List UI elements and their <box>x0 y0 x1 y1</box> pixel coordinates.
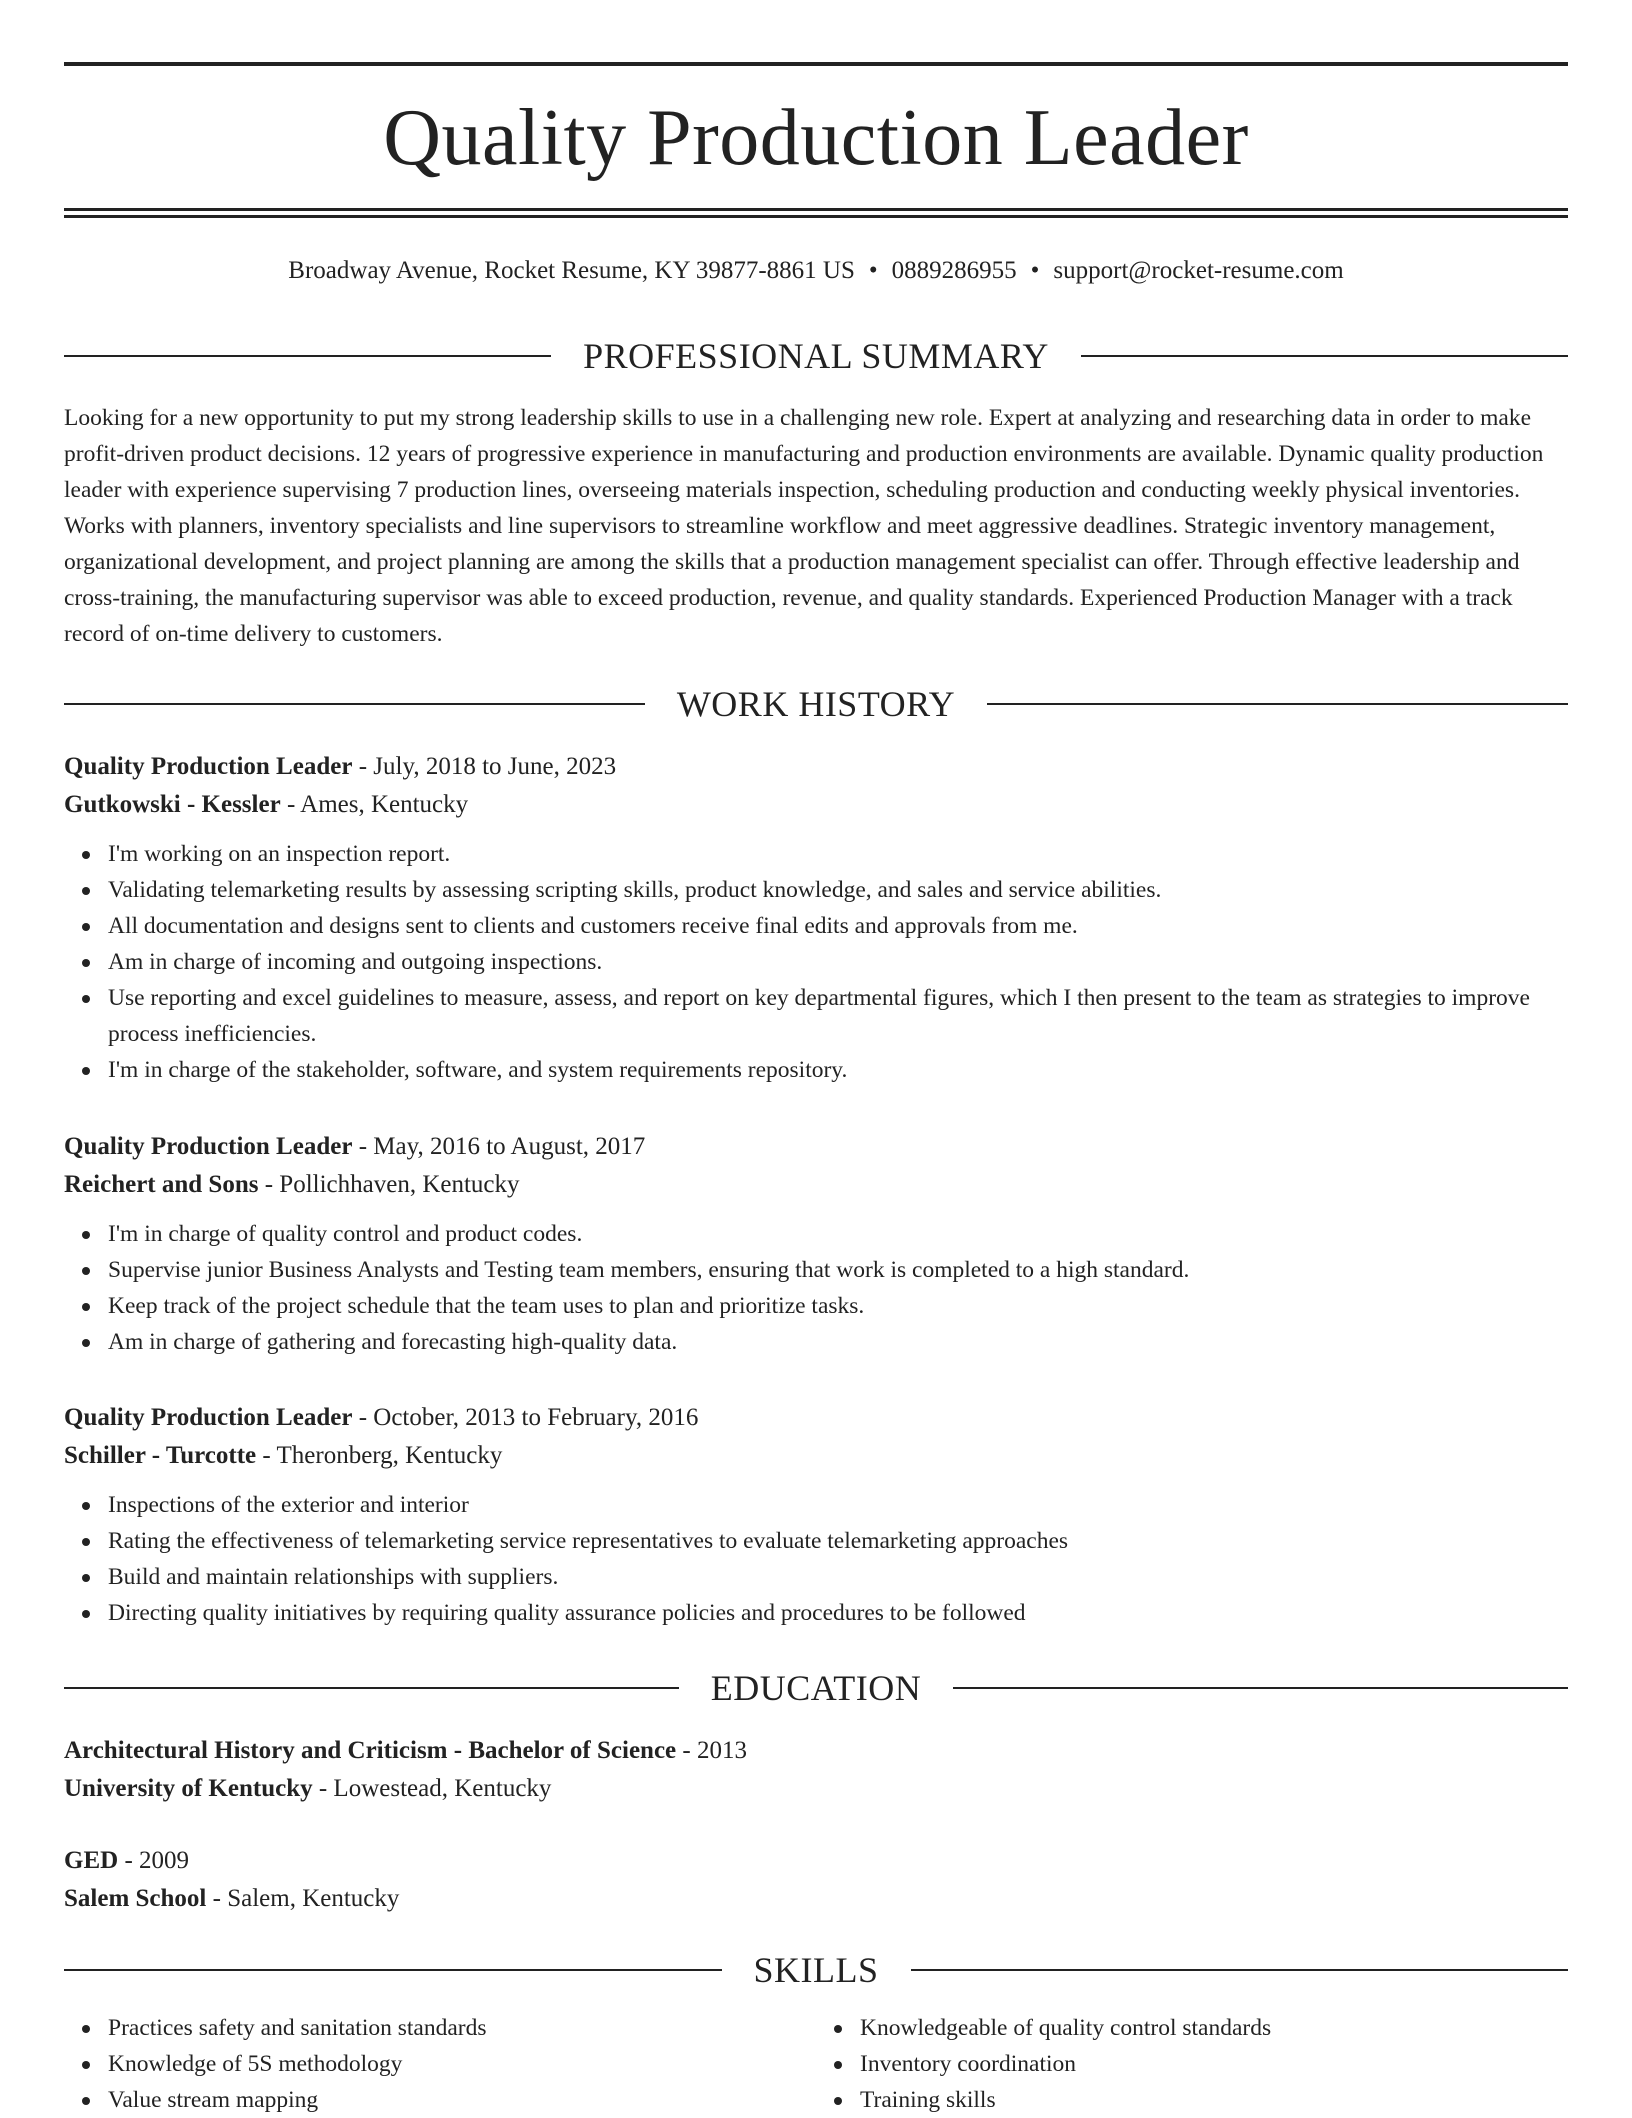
job-entry-2 <box>64 1128 1568 1360</box>
list-item: Rating the effectiveness of telemarketing service representatives to evaluate telemarketing approaches <box>108 1523 1568 1559</box>
job-title-line <box>64 1399 1568 1437</box>
resume-title: Quality Production Leader <box>383 94 1249 182</box>
education-entry-1 <box>64 1732 1568 1808</box>
job-title: Quality Production Leader <box>64 753 353 780</box>
job-location: - Pollichhaven, Kentucky <box>258 1171 520 1198</box>
job-company-line <box>64 1166 1568 1204</box>
school-location: - Lowestead, Kentucky <box>312 1775 552 1802</box>
list-item: I'm in charge of the stakeholder, software, and system requirements repository. <box>108 1052 1568 1088</box>
heading-rule-right <box>953 1687 1568 1689</box>
section-title: SKILLS <box>753 1950 879 1990</box>
job-company: Gutkowski - Kessler <box>64 791 281 818</box>
heading-rule-right <box>911 1969 1569 1971</box>
skills-right-column <box>816 2010 1568 2118</box>
section-title: PROFESSIONAL SUMMARY <box>583 336 1049 376</box>
job-company: Schiller - Turcotte <box>64 1442 257 1469</box>
heading-rule-left <box>64 1687 679 1689</box>
skills-left-column <box>64 2010 816 2118</box>
skill-item: Knowledgeable of quality control standards <box>860 2010 1568 2046</box>
contact-line <box>64 254 1568 288</box>
list-item: Am in charge of incoming and outgoing inspections. <box>108 944 1568 980</box>
job-bullets <box>64 1216 1568 1360</box>
list-item: Keep track of the project schedule that the team uses to plan and prioritize tasks. <box>108 1288 1568 1324</box>
summary-paragraph: Looking for a new opportunity to put my strong leadership skills to use in a challenging new role. Expert at analyzing and researching data in order to make profit-driven product decisions. 12 years of progressive experience in manufacturing and production environments are available. Dynamic quality production leader with experience supervising 7 production lines, overseeing materials inspection, scheduling production and conducting weekly physical inventories. Works with planners, inventory specialists and line supervisors to streamline workflow and meet aggressive deadlines. Strategic inventory management, organizational development, and project planning are among the skills that a production management specialist can offer. Through effective leadership and cross-training, the manufacturing supervisor was able to exceed production, revenue, and quality standards. Experienced Production Manager with a track record of on-time delivery to customers. <box>64 405 1544 647</box>
job-dates: - October, 2013 to February, 2016 <box>352 1404 699 1431</box>
skill-item: Training skills <box>860 2082 1568 2118</box>
skill-item: Practices safety and sanitation standards <box>108 2010 816 2046</box>
heading-rule-left <box>64 1969 722 1971</box>
job-company-line <box>64 1437 1568 1475</box>
degree: GED <box>64 1847 119 1874</box>
section-heading-summary <box>64 334 1568 378</box>
job-location: - Ames, Kentucky <box>280 791 469 818</box>
contact-address: Broadway Avenue, Rocket Resume, KY 39877-8861 US <box>288 257 855 284</box>
skill-item: Value stream mapping <box>108 2082 816 2118</box>
job-entry-3 <box>64 1399 1568 1631</box>
section-heading-education <box>64 1666 1568 1710</box>
school: Salem School <box>64 1885 207 1912</box>
job-bullets <box>64 1487 1568 1631</box>
job-dates: - July, 2018 to June, 2023 <box>352 753 617 780</box>
list-item: Directing quality initiatives by requiring quality assurance policies and procedures to be followed <box>108 1595 1568 1631</box>
heading-rule-right <box>987 703 1568 705</box>
list-item: I'm working on an inspection report. <box>108 836 1568 872</box>
job-title-line <box>64 748 1568 786</box>
contact-email: support@rocket-resume.com <box>1053 257 1344 284</box>
school-line <box>64 1770 1568 1808</box>
skill-item: Inventory coordination <box>860 2046 1568 2082</box>
school-line <box>64 1880 1568 1918</box>
heading-rule-left <box>64 703 645 705</box>
section-title: WORK HISTORY <box>676 684 956 724</box>
job-dates: - May, 2016 to August, 2017 <box>352 1133 646 1160</box>
degree-year: - 2013 <box>676 1737 747 1764</box>
job-entry-1 <box>64 748 1568 1088</box>
contact-separator: • <box>868 257 878 284</box>
skill-item: Knowledge of 5S methodology <box>108 2046 816 2082</box>
skills-columns <box>64 2010 1568 2118</box>
section-heading-skills <box>64 1948 1568 1992</box>
list-item: Supervise junior Business Analysts and Testing team members, ensuring that work is completed to a high standard. <box>108 1252 1568 1288</box>
degree-line <box>64 1732 1568 1770</box>
school: University of Kentucky <box>64 1775 313 1802</box>
degree: Architectural History and Criticism - Bachelor of Science <box>64 1737 677 1764</box>
job-company: Reichert and Sons <box>64 1171 259 1198</box>
list-item: Use reporting and excel guidelines to measure, assess, and report on key departmental figures, which I then present to the team as strategies to improve process inefficiencies. <box>108 980 1568 1052</box>
school-location: - Salem, Kentucky <box>206 1885 400 1912</box>
list-item: Am in charge of gathering and forecasting high-quality data. <box>108 1324 1568 1360</box>
degree-line <box>64 1842 1568 1880</box>
section-heading-work <box>64 682 1568 726</box>
contact-separator: • <box>1030 257 1040 284</box>
list-item: I'm in charge of quality control and product codes. <box>108 1216 1568 1252</box>
top-rule <box>64 62 1568 66</box>
job-title: Quality Production Leader <box>64 1133 353 1160</box>
job-title-line <box>64 1128 1568 1166</box>
heading-rule-left <box>64 355 551 357</box>
list-item: All documentation and designs sent to clients and customers receive final edits and approvals from me. <box>108 908 1568 944</box>
degree-year: - 2009 <box>118 1847 190 1874</box>
list-item: Validating telemarketing results by assessing scripting skills, product knowledge, and sales and service abilities. <box>108 872 1568 908</box>
list-item: Build and maintain relationships with suppliers. <box>108 1559 1568 1595</box>
contact-phone: 0889286955 <box>891 257 1017 284</box>
list-item: Inspections of the exterior and interior <box>108 1487 1568 1523</box>
title-rule-upper <box>64 208 1568 211</box>
education-entry-2 <box>64 1842 1568 1918</box>
job-bullets <box>64 836 1568 1088</box>
heading-rule-right <box>1081 355 1568 357</box>
title-rule-lower <box>64 215 1568 218</box>
section-title: EDUCATION <box>710 1668 922 1708</box>
job-title: Quality Production Leader <box>64 1404 353 1431</box>
job-location: - Theronberg, Kentucky <box>256 1442 503 1469</box>
job-company-line <box>64 786 1568 824</box>
